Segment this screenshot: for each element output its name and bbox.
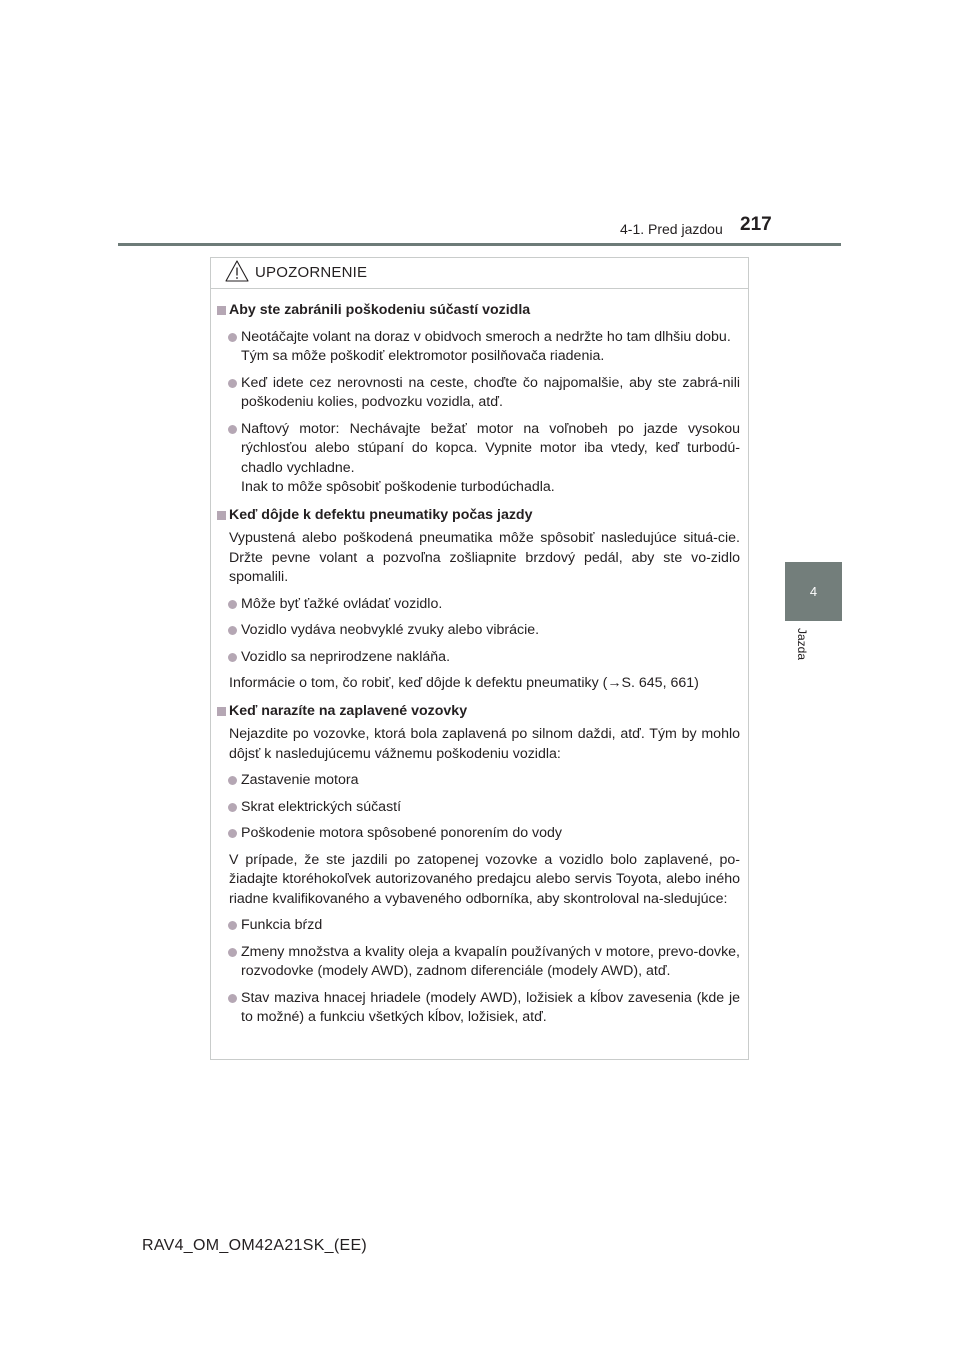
paragraph: Vypustená alebo poškodená pneumatika môže spôsobiť nasledujúce situá-cie. Držte pevne volant a pozvoľna zošliapnite brzdový pedál, aby ste vo-zidlo spomalili. [229,530,740,585]
list-item: Môže byť ťažké ovládať vozidlo. [217,595,740,615]
list-item: Skrat elektrických súčastí [217,798,740,818]
list-item: Zmeny množstva a kvality oleja a kvapalín používaných v motore, prevo-dovke, rozvodovke (modely AWD), zadnom diferenciále (modely AWD), atď. [217,943,740,982]
chapter-label: Jazda [795,628,809,661]
section-title: Keď narazíte na zaplavené vozovky [217,702,740,722]
round-bullet-icon [228,425,237,434]
list-item: Poškodenie motora spôsobené ponorením do vody [217,824,740,844]
warning-title: UPOZORNENIE [255,264,368,281]
round-bullet-icon [228,379,237,388]
round-bullet-icon [228,776,237,785]
warning-box [210,257,749,1060]
section-reference: 4-1. Pred jazdou [620,221,723,237]
section-title: Aby ste zabránili poškodeniu súčastí vozidla [217,301,740,321]
list-item: Stav maziva hnacej hriadele (modely AWD), ložisiek a kĺbov zavesenia (kde je to možné) a funkciu všetkých kĺbov, ložisiek, atď. [217,989,740,1028]
warning-header [211,258,748,289]
paragraph: Nejazdite po vozovke, ktorá bola zaplavená po silnom daždi, atď. Tým by mohlo dôjsť k nasledujúcemu vážnemu poškodeniu vozidla: [229,726,740,762]
list-item: Funkcia bŕzd [217,916,740,936]
list-item: Naftový motor: Nechávajte bežať motor na voľnobeh po jazde vysokou rýchlosťou alebo stúpaní do kopca. Vypnite motor iba vtedy, keď turbodú-chadlo vychladne. Inak to môže spôsobiť poškodenie turbodúchadla. [217,420,740,498]
round-bullet-icon [228,803,237,812]
round-bullet-icon [228,653,237,662]
square-bullet-icon [217,511,226,520]
round-bullet-icon [228,626,237,635]
list-item: Keď idete cez nerovnosti na ceste, choďte čo najpomalšie, aby ste zabrá-nili poškodeniu kolies, podvozku vozidla, atď. [217,374,740,413]
warning-triangle-icon [225,260,249,282]
paragraph: Informácie o tom, čo robiť, keď dôjde k defektu pneumatiky (→S. 645, 661) [229,675,699,691]
list-item: Zastavenie motora [217,771,740,791]
list-item: Vozidlo sa neprirodzene nakláňa. [217,648,740,668]
header-rule [118,243,841,246]
list-item: Vozidlo vydáva neobvyklé zvuky alebo vibrácie. [217,621,740,641]
round-bullet-icon [228,994,237,1003]
section-title: Keď dôjde k defektu pneumatiky počas jazdy [217,506,740,526]
paragraph: V prípade, že ste jazdili po zatopenej vozovke a vozidlo bolo zaplavené, po-žiadajte ktoréhokoľvek autorizovaného predajcu alebo servis Toyota, alebo iného riadne kvalifikovaného a vybaveného odborníka, aby skontroloval na-sledujúce: [229,851,740,907]
round-bullet-icon [228,829,237,838]
round-bullet-icon [228,948,237,957]
chapter-number: 4 [809,584,818,599]
warning-body [211,289,748,1028]
document-code: RAV4_OM_OM42A21SK_(EE) [142,1237,368,1254]
square-bullet-icon [217,306,226,315]
square-bullet-icon [217,707,226,716]
round-bullet-icon [228,600,237,609]
list-item: Neotáčajte volant na doraz v obidvoch smeroch a nedržte ho tam dlhšiu dobu. Tým sa môže poškodiť elektromotor posilňovača riadenia. [217,328,740,367]
round-bullet-icon [228,921,237,930]
page-number: 217 [740,214,772,235]
round-bullet-icon [228,333,237,342]
chapter-tab [785,562,842,621]
